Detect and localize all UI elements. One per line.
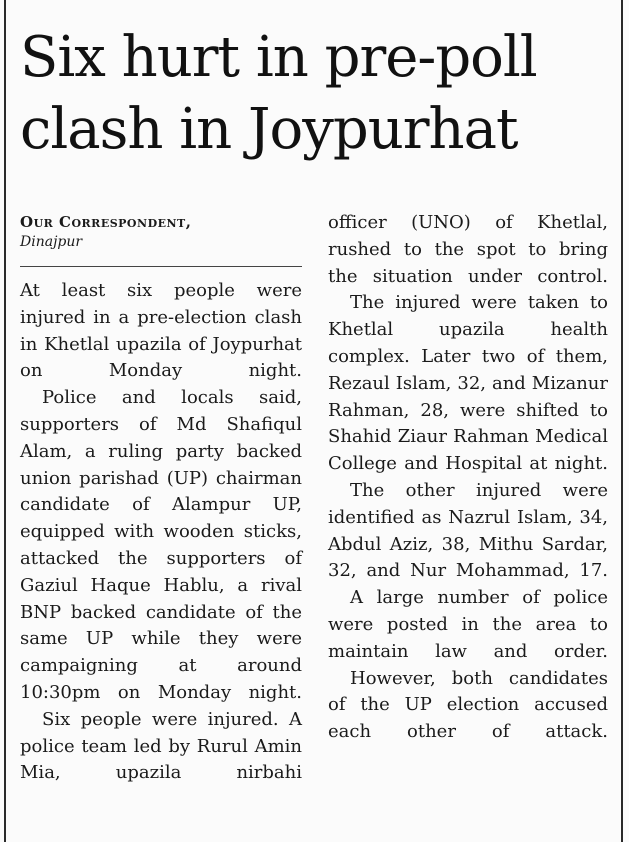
paragraph: However, both candidates of the UP election accused each other of attack. bbox=[328, 667, 608, 743]
headline-line-1: Six hurt in pre-poll bbox=[20, 25, 537, 90]
paragraph: Six people were injured. A police team led by Rurul Amin Mia, upazila nirbahi bbox=[20, 708, 302, 784]
page-border-left bbox=[4, 0, 6, 842]
dateline: Dinajpur bbox=[20, 234, 83, 250]
byline-rule bbox=[20, 266, 302, 267]
paragraph: The injured were taken to Khetlal upazila health complex. Later two of them, Rezaul Islam, 32, and Mizanur Rahman, 28, were shifted to Shahid Ziaur Rahman Medical College and Hospital at night. bbox=[328, 292, 608, 475]
byline: Our Correspondent, bbox=[20, 213, 192, 231]
article-column-2 bbox=[328, 210, 608, 746]
headline-line-2: clash in Joypurhat bbox=[20, 97, 518, 162]
paragraph: officer (UNO) of Khetlal, rushed to the spot to bring the situation under control. bbox=[328, 212, 608, 287]
headline bbox=[20, 22, 615, 166]
paragraph: Police and locals said, supporters of Md Shafiqul Alam, a ruling party backed union parishad (UP) chairman candidate of Alampur UP, equipped with wooden sticks, attacked the supporters of Gaziul Haque Hablu, a rival BNP backed candidate of the same UP while they were campaigning at around 10:30pm on Monday night. bbox=[20, 387, 302, 703]
article-column-1 bbox=[20, 278, 302, 787]
paragraph: A large number of police were posted in the area to maintain law and order. bbox=[328, 587, 608, 662]
paragraph: At least six people were injured in a pre-election clash in Khetlal upazila of Joypurhat on Monday night. bbox=[20, 280, 302, 382]
page-border-right bbox=[621, 0, 623, 842]
paragraph: The other injured were identified as Nazrul Islam, 34, Abdul Aziz, 38, Mithu Sardar, 32, and Nur Mohammad, 17. bbox=[328, 479, 608, 582]
